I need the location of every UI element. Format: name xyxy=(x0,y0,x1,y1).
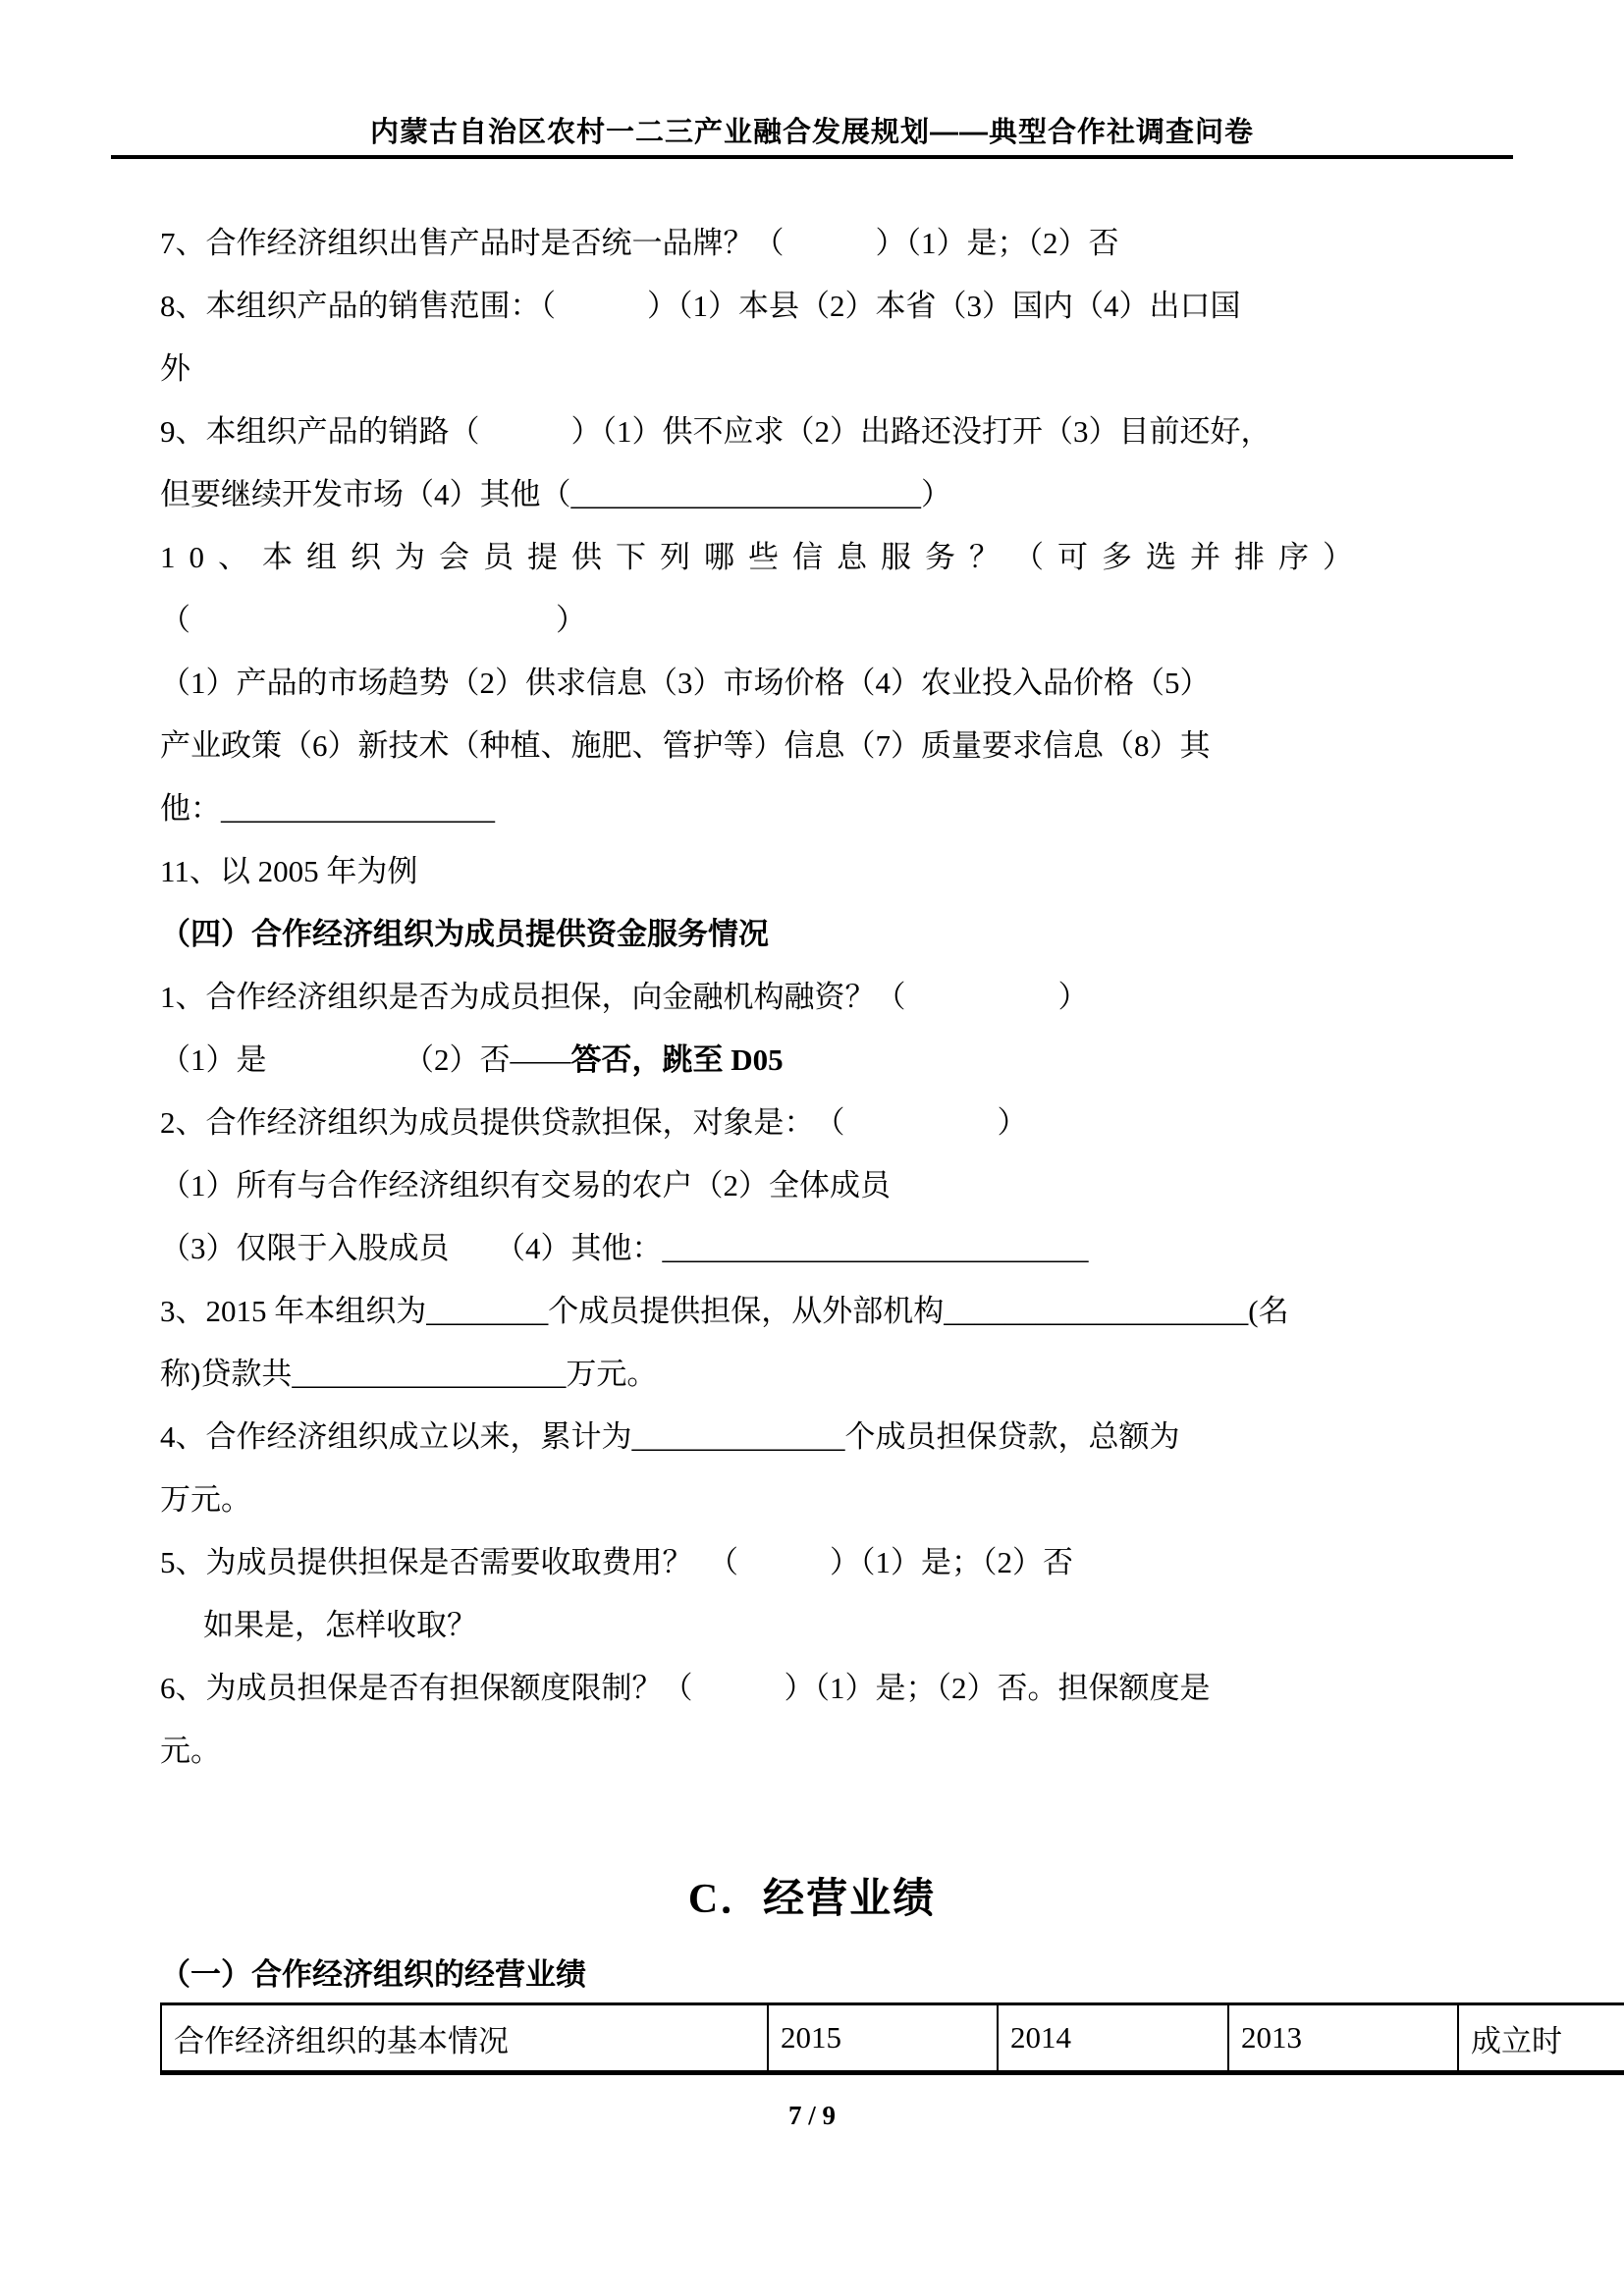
section-d-question-2-options-line2: （3）仅限于入股成员 （4）其他：____________________________ xyxy=(160,1231,1089,1265)
table-cell-2015: 2015 xyxy=(768,2004,998,2073)
section-d-question-5-followup: 如果是，怎样收取？ xyxy=(203,1608,477,1642)
page-number: 7 / 9 xyxy=(787,2101,836,2130)
question-10-options-line1: （1）产品的市场趋势（2）供求信息（3）市场价格（4）农业投入品价格（5） xyxy=(160,666,1211,700)
question-8-line1: 8、本组织产品的销售范围：（ ）（1）本县（2）本省（3）国内（4）出口国 xyxy=(160,289,1241,323)
question-9-line1: 9、本组织产品的销路（ ）（1）供不应求（2）出路还没打开（3）目前还好， xyxy=(160,414,1272,449)
question-7: 7、合作经济组织出售产品时是否统一品牌？（ ）（1）是；（2）否 xyxy=(160,226,1119,260)
section-d-question-6-line1: 6、为成员担保是否有担保额度限制？（ ）（1）是；（2）否。担保额度是 xyxy=(160,1671,1211,1705)
section-c-subtitle: （一）合作经济组织的经营业绩 xyxy=(160,1957,586,1992)
table-cell-2013: 2013 xyxy=(1228,2004,1458,2073)
performance-table xyxy=(160,2002,1624,2075)
question-9-line2: 但要继续开发市场（4）其他（_______________________） xyxy=(160,477,951,511)
header-rule xyxy=(111,155,1513,159)
section-d-question-2: 2、合作经济组织为成员提供贷款担保，对象是： （ ） xyxy=(160,1105,1028,1140)
question-1-skip-note: 答否，跳至 D05 xyxy=(570,1042,784,1077)
question-10-options-line2: 产业政策（6）新技术（种植、施肥、管护等）信息（7）质量要求信息（8）其 xyxy=(160,728,1211,763)
section-d-question-1: 1、合作经济组织是否为成员担保，向金融机构融资？（ ） xyxy=(160,980,1089,1014)
table-cell-2014: 2014 xyxy=(998,2004,1228,2073)
section-d-question-3-line1: 3、2015 年本组织为________个成员提供担保，从外部机构____________________(名 xyxy=(160,1294,1289,1328)
questionnaire-body xyxy=(160,212,1481,1783)
table-cell-basic-info: 合作经济组织的基本情况 xyxy=(161,2004,768,2073)
question-10-options-line3: 他：__________________ xyxy=(160,791,495,826)
question-8-line2: 外 xyxy=(160,351,190,386)
question-11: 11、以 2005 年为例 xyxy=(160,854,418,888)
section-d-question-6-line2: 元。 xyxy=(160,1734,221,1768)
section-d-question-3-line2: 称)贷款共__________________万元。 xyxy=(160,1357,658,1391)
section-d-heading: （四）合作经济组织为成员提供资金服务情况 xyxy=(160,917,769,951)
question-1-options-prefix: （1）是 （2）否—— xyxy=(160,1042,571,1077)
section-d-question-2-options-line1: （1）所有与合作经济组织有交易的农户（2）全体成员 xyxy=(160,1168,891,1202)
table-header-row xyxy=(161,2004,1624,2073)
section-d-question-4-line2: 万元。 xyxy=(160,1482,251,1517)
question-10-line1: 10、本组织为会员提供下列哪些信息服务？（可多选并排序） xyxy=(160,540,1367,574)
section-d-question-4-line1: 4、合作经济组织成立以来，累计为______________个成员担保贷款，总额为 xyxy=(160,1419,1180,1454)
question-10-answer-blank: （ ） xyxy=(160,603,586,637)
table-cell-founding: 成立时 xyxy=(1458,2004,1624,2073)
page-header-title: 内蒙古自治区农村一二三产业融合发展规划——典型合作社调查问卷 xyxy=(369,117,1254,148)
section-d-question-1-options xyxy=(160,1029,1481,1092)
section-c-title: C．经营业绩 xyxy=(687,1877,937,1922)
section-d-question-5: 5、为成员提供担保是否需要收取费用？ （ ）（1）是；（2）否 xyxy=(160,1545,1073,1579)
